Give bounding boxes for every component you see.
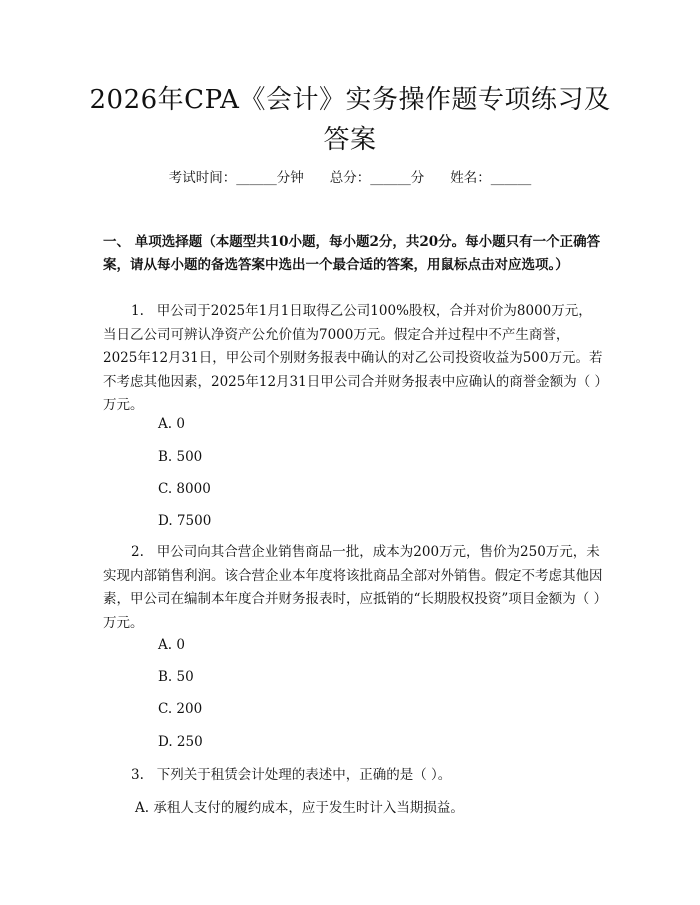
name-label: 姓名：: [450, 170, 491, 186]
q1-option-c[interactable]: C. 8000: [158, 481, 211, 497]
q2-option-a[interactable]: A. 0: [158, 637, 185, 653]
q2-option-c[interactable]: C. 200: [158, 701, 203, 717]
document-title: [60, 80, 640, 160]
name-blank: ______: [490, 170, 532, 186]
question-text: 下列关于租赁会计处理的表述中，正确的是（ ）。: [156, 767, 452, 783]
score-label: 总分：: [329, 170, 371, 186]
title-line-1: 2026年CPA《会计》实务操作题专项练习及: [89, 85, 611, 115]
question-number: 3.: [131, 767, 144, 783]
q1-option-d[interactable]: D. 7500: [158, 513, 212, 529]
q1-option-b[interactable]: B. 500: [158, 449, 203, 465]
title-line-2: 答案: [323, 125, 377, 155]
q2-option-d[interactable]: D. 250: [158, 734, 203, 750]
question-1: [103, 300, 603, 418]
time-blank: ______: [236, 170, 277, 186]
q2-option-b[interactable]: B. 50: [158, 669, 194, 685]
question-3: [103, 764, 603, 788]
question-text: 甲公司向其合营企业销售商品一批，成本为200万元，售价为250万元，未实现内部销售利润。该合营企业本年度将该批商品全部对外销售。假定不考虑其他因素，甲公司在编制本年度合并财务报表时，应抵销的“长期股权投资”项目金额为（ ）万元。: [103, 544, 603, 631]
question-text: 甲公司于2025年1月1日取得乙公司100%股权，合并对价为8000万元，当日乙公司可辨认净资产公允价值为7000万元。假定合并过程中不产生商誉，2025年12月31日，甲公司个别财务报表中确认的对乙公司投资收益为500万元。若不考虑其他因素，2025年12月31日甲公司合并财务报表中应确认的商誉金额为（ ）万元。: [103, 303, 603, 413]
score-blank: ______: [370, 170, 411, 186]
question-2: [103, 541, 603, 635]
time-unit: 分钟: [276, 170, 304, 186]
exam-meta-line: [0, 168, 700, 188]
question-number: 1.: [131, 303, 144, 319]
score-unit: 分: [410, 170, 425, 186]
time-label: 考试时间：: [168, 170, 237, 186]
question-number: 2.: [131, 544, 144, 560]
section-heading: 一、 单项选择题（本题型共10小题，每小题2分，共20分。每小题只有一个正确答案，请从每小题的备选答案中选出一个最合适的答案，用鼠标点击对应选项。）: [103, 234, 601, 273]
q1-option-a[interactable]: A. 0: [158, 416, 185, 432]
q3-option-a[interactable]: A. 承租人支付的履约成本，应于发生时计入当期损益。: [135, 800, 464, 816]
